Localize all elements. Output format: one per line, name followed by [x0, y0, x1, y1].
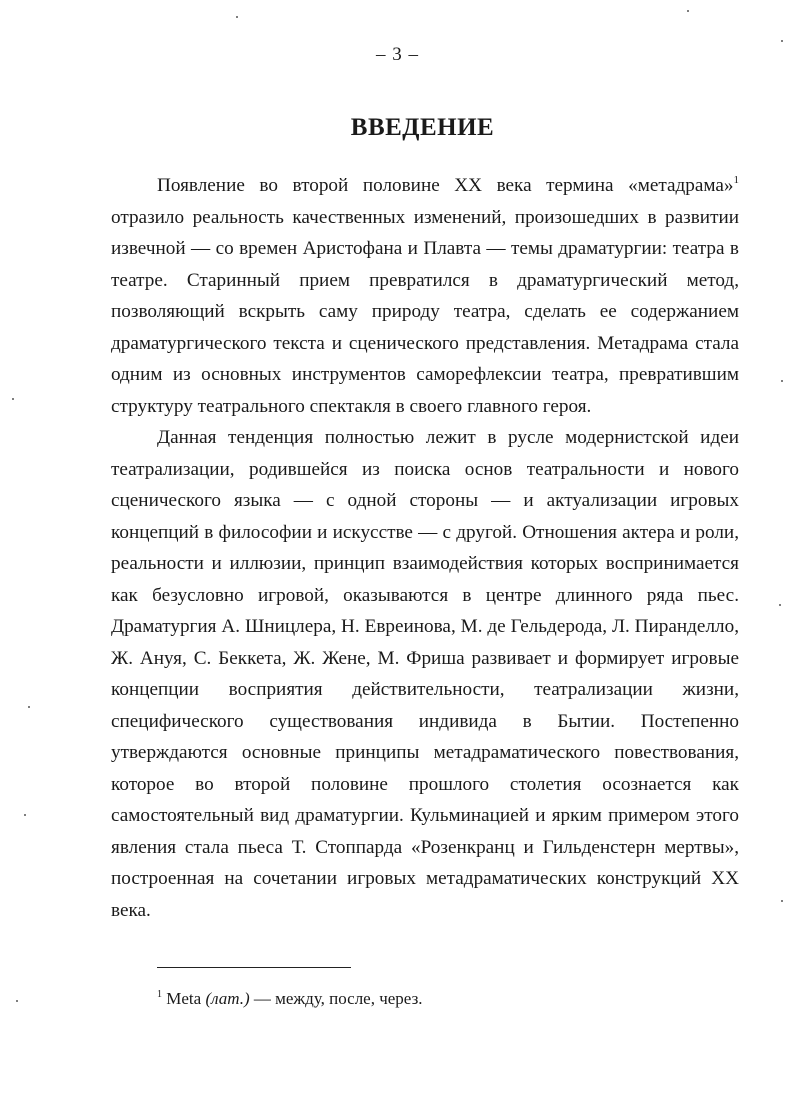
scan-speck	[781, 900, 783, 902]
footnote-term: Meta	[166, 989, 202, 1008]
footnote-definition: — между, после, через.	[249, 989, 423, 1008]
paragraph-1-rest: отразило реальность качественных изменений, произошедших в развитии извечной — со времен Аристофана и Плавта — темы драматургии: театра в театре. Старинный прием превратился в драматургический метод, позволяющий вскрыть саму природу театра, сделать ее содержанием драматургического текста и сценического представления. Метадрама стала одним из основных инструментов саморефлексии театра, превратившим структуру театрального спектакля в своего главного героя.	[111, 206, 739, 417]
footnote	[157, 988, 423, 1010]
paragraph-1-start: Появление во второй половине XX века термина «метадрама»	[157, 175, 734, 196]
page-number: – 3 –	[376, 44, 419, 65]
paragraph-1	[111, 170, 739, 422]
scan-speck	[781, 40, 783, 42]
main-text	[111, 170, 739, 926]
footnote-divider	[157, 967, 351, 968]
scan-speck	[16, 1000, 18, 1002]
section-title: ВВЕДЕНИЕ	[350, 114, 495, 141]
scan-speck	[779, 604, 781, 606]
paragraph-2: Данная тенденция полностью лежит в русле модернистской идеи театрализации, родившейся из поиска основ театральности и нового сценического языка — с одной стороны — и актуализации игровых концепций в философии и искусстве — с другой. Отношения актера и роли, реальности и иллюзии, принцип взаимодействия которых воспринимается как безусловно игровой, оказываются в центре длинного ряда пьес. Драматургия А. Шницлера, Н. Евреинова, М. де Гельдерода, Л. Пиранделло, Ж. Ануя, С. Беккета, Ж. Жене, М. Фриша развивает и формирует игровые концепции восприятия действительности, театрализации жизни, специфического существования индивида в Бытии. Постепенно утверждаются основные принципы метадраматического повествования, которое во второй половине прошлого столетия осознается как самостоятельный вид драматургии. Кульминацией и ярким примером этого явления стала пьеса Т. Стоппарда «Розенкранц и Гильденстерн мертвы», построенная на сочетании игровых метадраматических конструкций XX века.	[111, 427, 739, 921]
footnote-reference: 1	[733, 174, 739, 186]
scan-speck	[236, 16, 238, 18]
scan-speck	[24, 814, 26, 816]
scan-speck	[687, 10, 689, 12]
scan-speck	[12, 398, 14, 400]
scan-speck	[28, 706, 30, 708]
scan-speck	[781, 380, 783, 382]
footnote-marker: 1	[157, 989, 162, 1000]
footnote-language: (лат.)	[205, 989, 250, 1008]
